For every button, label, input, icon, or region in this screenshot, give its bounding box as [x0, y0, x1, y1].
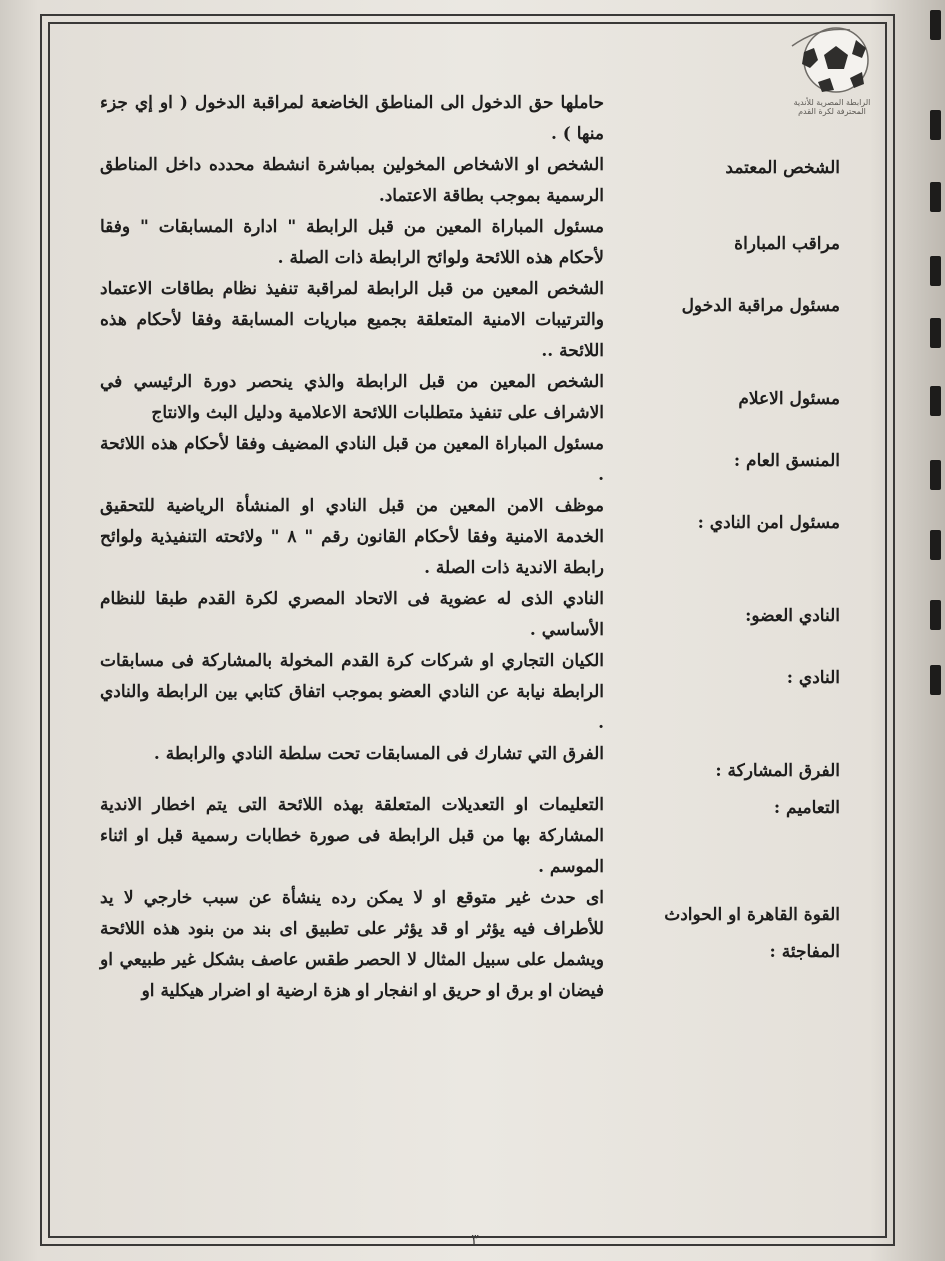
definition-row — [100, 584, 840, 646]
definition-row — [100, 88, 840, 150]
binding-hole — [930, 110, 941, 140]
definition-text: الشخص او الاشخاص المخولين بمباشرة انشطة محدده داخل المناطق الرسمية بموجب بطاقة الاعتماد. — [100, 155, 604, 206]
definition-term: التعاميم : — [773, 798, 840, 818]
definition-term: مسئول الاعلام — [738, 389, 840, 409]
definition-term: مسئول امن النادي : — [697, 513, 840, 533]
definition-text: اى حدث غير متوقع او لا يمكن رده ينشأة عن سبب خارجي لا يد للأطراف فيه يؤثر او قد يؤثر على تطبيق اى بند من بنود هذه اللائحة ويشمل على سبيل المثال لا الحصر طقس عاصف بشكل غير طبيعي او فيضان او برق او حريق او انفجار او هزة ارضية او اضرار هيكلية او — [100, 888, 604, 1001]
definition-text: مسئول المباراة المعين من قبل النادي المضيف وفقا لأحكام هذه اللائحة . — [100, 434, 604, 485]
definition-text: الكيان التجاري او شركات كرة القدم المخولة بالمشاركة فى مسابقات الرابطة نيابة عن النادي العضو بموجب اتفاق كتابي بين الرابطة والنادي . — [100, 651, 604, 733]
definition-row — [100, 212, 840, 274]
binding-hole — [930, 460, 941, 490]
definition-term: مراقب المباراة — [734, 234, 840, 254]
definition-term: النادي : — [786, 668, 840, 688]
binding-hole — [930, 318, 941, 348]
definition-row — [100, 150, 840, 212]
definition-row — [100, 646, 840, 739]
definition-row — [100, 790, 840, 883]
binding-hole — [930, 386, 941, 416]
definition-text: مسئول المباراة المعين من قبل الرابطة " ادارة المسابقات " وفقا لأحكام هذه اللائحة ولوائح الرابطة ذات الصلة . — [100, 217, 604, 268]
definition-term: النادي العضو: — [745, 606, 840, 626]
binding-hole — [930, 530, 941, 560]
definition-text: النادي الذى له عضوية فى الاتحاد المصري لكرة القدم طبقا للنظام الأساسي . — [100, 589, 604, 640]
binding-hole — [930, 256, 941, 286]
definition-text: حاملها حق الدخول الى المناطق الخاضعة لمراقبة الدخول ( او إي جزء منها ) . — [100, 93, 604, 144]
definition-row — [100, 367, 840, 429]
definition-term: مسئول مراقبة الدخول — [681, 296, 840, 316]
definition-term: الشخص المعتمد — [725, 158, 840, 178]
binding-hole — [930, 665, 941, 695]
binding-hole — [930, 600, 941, 630]
definition-text: موظف الامن المعين من قبل النادي او المنشأة الرياضية للتحقيق الخدمة الامنية وفقا لأحكام القانون رقم " ٨ " ولائحته التنفيذية ولوائح رابطة الاندية ذات الصلة . — [100, 496, 604, 578]
binding-hole — [930, 182, 941, 212]
definition-text: التعليمات او التعديلات المتعلقة بهذه اللائحة التى يتم اخطار الاندية المشاركة بها من قبل الرابطة فى صورة خطابات رسمية قبل او اثناء الموسم . — [100, 795, 604, 877]
logo-text: الرابطة المصرية للأندية المحترفة لكرة القدم — [793, 98, 871, 116]
binding-hole — [930, 10, 941, 40]
definition-text: الشخص المعين من قبل الرابطة والذي ينحصر دورة الرئيسي في الاشراف على تنفيذ متطلبات اللائحة الاعلامية ودليل البث والانتاج — [100, 372, 604, 423]
definition-row — [100, 739, 840, 790]
definition-term: الفرق المشاركة : — [715, 761, 840, 781]
definition-row — [100, 883, 840, 1007]
definition-text: الفرق التي تشارك فى المسابقات تحت سلطة النادي والرابطة . — [153, 744, 604, 764]
definition-row — [100, 491, 840, 584]
definition-row — [100, 274, 840, 367]
page-number: ٣ — [471, 1232, 479, 1248]
definitions-list — [100, 88, 840, 1007]
definition-term: القوة القاهرة او الحوادث المفاجئة : — [664, 905, 840, 962]
definition-term: المنسق العام : — [733, 451, 840, 471]
definition-row — [100, 429, 840, 491]
definition-text: الشخص المعين من قبل الرابطة لمراقبة تنفيذ نظام بطاقات الاعتماد والترتيبات الامنية المتعلقة بجميع مباريات المسابقة وفقا لأحكام هذه اللائحة .. — [100, 279, 604, 361]
